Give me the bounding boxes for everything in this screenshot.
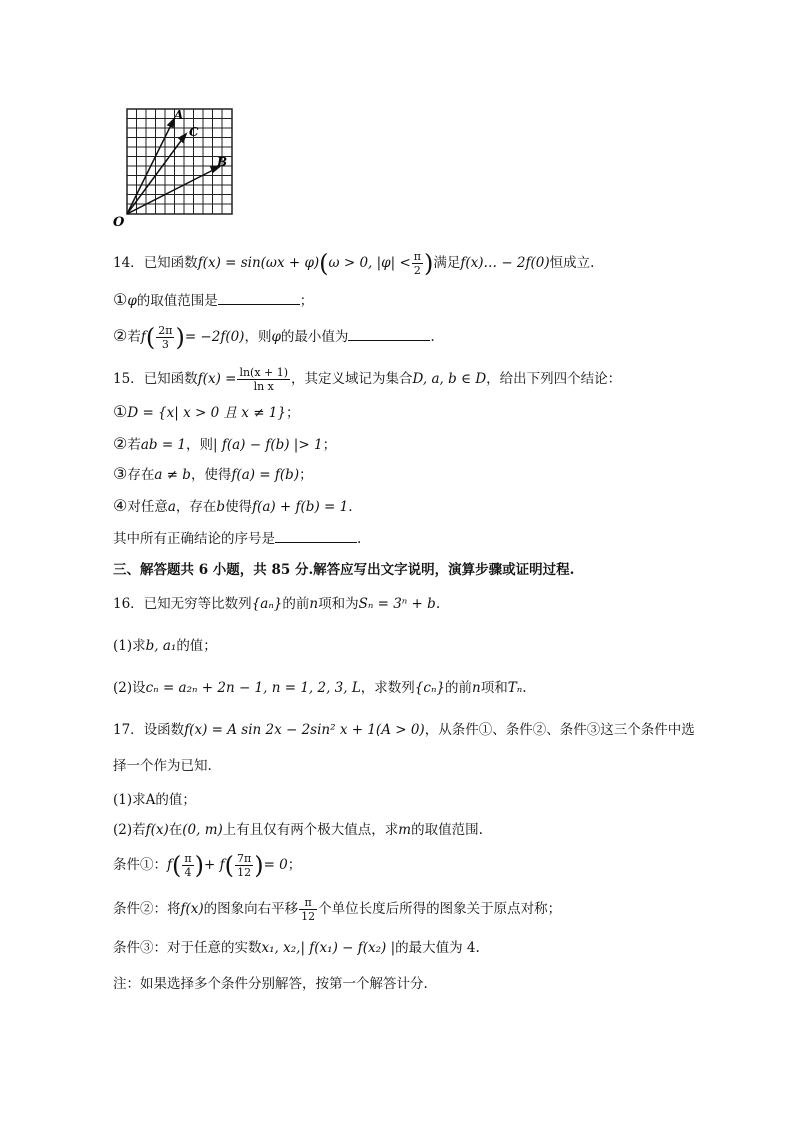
q17-stem-line2: 择一个作为已知. [113,758,212,774]
vector-grid-figure [110,100,240,230]
q15-answer-line: 其中所有正确结论的序号是 . [113,528,361,549]
answer-blank [348,326,430,341]
q17-stem: 17．设函数f(x) = A sin 2x − 2sin² x + 1(A > 0)，从条件①、条件②、条件③这三个条件中选 [113,722,695,738]
q14-part1: ①φ的取值范围是 ； [113,290,314,309]
q15-conclusion-3: ③存在a ≠ b，使得f(a) = f(b)； [113,464,313,483]
section-heading: 三、解答题共 6 小题，共 85 分.解答应写出文字说明，演算步骤或证明过程. [113,562,575,578]
answer-blank [218,290,300,305]
q16-part2: (2)设cₙ = a₂ₙ + 2n − 1, n = 1, 2, 3, L，求数列{cₙ}的前n项和Tₙ. [113,680,527,696]
q17-condition-3: 条件③：对于任意的实数x₁, x₂,| f(x₁) − f(x₂) |的最大值为 4. [113,940,480,956]
arrowhead-c [179,134,186,142]
q17-note: 注：如果选择多个条件分别解答，按第一个解答计分. [113,976,428,992]
q15-conclusion-1: ①D = {x| x > 0 且 x ≠ 1}； [113,402,300,421]
q17-part2: (2)若f(x)在(0, m)上有且仅有两个极大值点，求m的取值范围. [113,822,483,838]
label-c: C [189,125,199,139]
q14-stem: 14．已知函数f(x) = sin(ωx + φ)(ω > 0, |φ| < $\frac{\pi}{2}$ )满足f(x)… − 2f(0)恒成立. [113,249,595,278]
vector-ob [127,167,219,214]
q17-condition-1: 条件①：f( $\frac{\pi}{4}$ )+ f( $\frac{7\pi}{12}$ )= 0； [113,851,302,880]
q15-conclusion-4: ④对任意a，存在b使得f(a) + f(b) = 1. [113,496,353,515]
q16-part1: (1)求b, a₁的值； [113,638,217,654]
label-o: O [113,215,125,230]
vector-oc [127,134,186,214]
label-b: B [217,155,228,169]
q15-conclusion-2: ②若ab = 1，则| f(a) − f(b) |> 1； [113,434,337,453]
q15-stem: 15．已知函数f(x) = $\frac{\ln(x + 1)}{\text{ln x}}$ ，其定义域记为集合D, a, b ∈ D，给出下列四个结论： [113,366,622,393]
q17-part1: (1)求A的值； [113,792,196,808]
q16-stem: 16．已知无穷等比数列{aₙ}的前n项和为Sₙ = 3ⁿ + b. [113,596,441,612]
label-a: A [174,108,184,122]
q14-part2: ②若f( $\frac{2\pi}{3}$ )= −2f(0)，则φ的最小值为 . [113,323,435,352]
q17-condition-2: 条件②：将f(x)的图象向右平移 $\frac{\pi}{12}$ 个单位长度后所得的图象关于原点对称； [113,896,562,923]
answer-blank [275,528,357,543]
